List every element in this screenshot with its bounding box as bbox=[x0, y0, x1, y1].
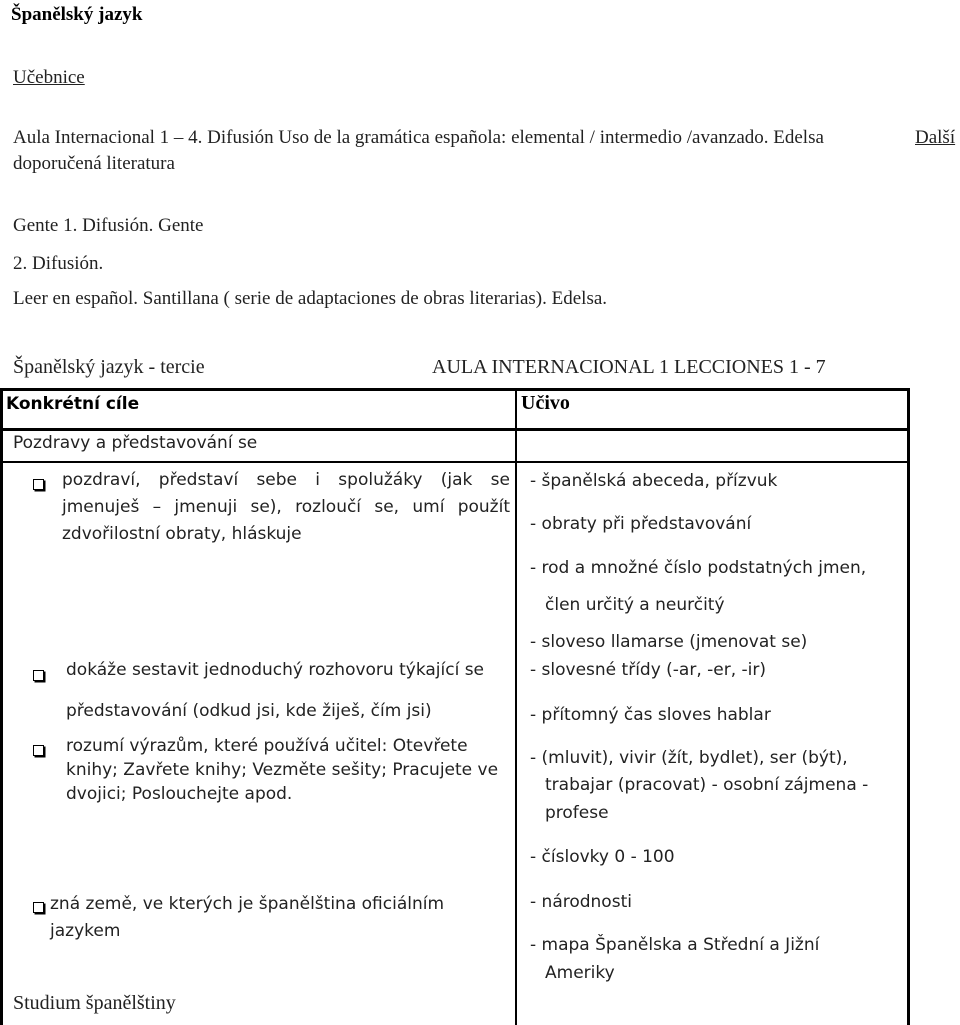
content-item: trabajar (pracovat) - osobní zájmena - bbox=[545, 775, 869, 795]
table-column-divider bbox=[515, 388, 517, 1025]
table-right-border bbox=[907, 388, 910, 1025]
goal-conversation-cont: představování (odkud jsi, kde žiješ, čím jsi) bbox=[66, 701, 432, 721]
content-item: - rod a množné číslo podstatných jmen, bbox=[530, 558, 867, 578]
textbooks-link[interactable]: Učebnice bbox=[13, 67, 85, 88]
table-left-border bbox=[0, 388, 3, 1025]
footer-row-label: Studium španělštiny bbox=[13, 992, 176, 1014]
checkbox-bullet-icon bbox=[33, 479, 57, 497]
content-item: profese bbox=[545, 803, 609, 823]
goal-classroom-phrases: rozumí výrazům, které používá učitel: Otevřete knihy; Zavřete knihy; Vezměte sešity; Pracujete ve dvojici; Poslouchejte apod. bbox=[66, 736, 499, 804]
book-line-4: Leer en español. Santillana ( serie de adaptaciones de obras literarias). Edelsa. bbox=[13, 288, 608, 309]
book-line-1-cont: doporučená literatura bbox=[13, 153, 175, 174]
document-title: Španělský jazyk bbox=[11, 4, 143, 25]
row-heading: Pozdravy a představování se bbox=[13, 433, 258, 453]
content-item: - slovesné třídy (-ar, -er, -ir) bbox=[530, 660, 767, 680]
content-item: - číslovky 0 - 100 bbox=[530, 847, 675, 867]
book-line-3: 2. Difusión. bbox=[13, 253, 104, 274]
content-item: - sloveso llamarse (jmenovat se) bbox=[530, 632, 808, 652]
book-line-1: Aula Internacional 1 – 4. Difusión Uso de la gramática española: elemental / intermedio /avanzado. Edelsa bbox=[13, 127, 824, 148]
table-header-border bbox=[0, 428, 909, 431]
goal-countries: zná země, ve kterých je španělština oficiálním jazykem bbox=[50, 894, 445, 941]
table-top-border bbox=[0, 388, 909, 391]
content-item: - (mluvit), vivir (žít, bydlet), ser (být), bbox=[530, 748, 848, 768]
more-literature-link[interactable]: Další bbox=[915, 127, 956, 148]
content-item: - mapa Španělska a Střední a Jižní bbox=[530, 935, 820, 955]
content-item: - obraty při představování bbox=[530, 514, 752, 534]
content-item: - národnosti bbox=[530, 892, 632, 912]
column-header-content: Učivo bbox=[521, 392, 570, 414]
content-item: - španělská abeceda, přízvuk bbox=[530, 471, 778, 491]
book-line-2: Gente 1. Difusión. Gente bbox=[13, 215, 204, 236]
goal-conversation: dokáže sestavit jednoduchý rozhovoru týkající se bbox=[66, 660, 485, 680]
checkbox-bullet-icon bbox=[33, 670, 57, 688]
checkbox-bullet-icon bbox=[33, 745, 57, 763]
content-item: - přítomný čas sloves hablar bbox=[530, 705, 771, 725]
section-title: Španělský jazyk - tercie bbox=[13, 356, 205, 378]
content-item: Ameriky bbox=[545, 963, 615, 983]
content-item: člen určitý a neurčitý bbox=[545, 595, 725, 615]
column-header-goals: Konkrétní cíle bbox=[6, 394, 140, 414]
goal-greetings: pozdraví, představí sebe i spolužáky (jak se jmenuješ – jmenuji se), rozloučí se, umí použít zdvořilostní obraty, hláskuje bbox=[62, 470, 510, 544]
section-subtitle: AULA INTERNACIONAL 1 LECCIONES 1 - 7 bbox=[432, 356, 826, 378]
table-row-divider bbox=[0, 461, 909, 463]
